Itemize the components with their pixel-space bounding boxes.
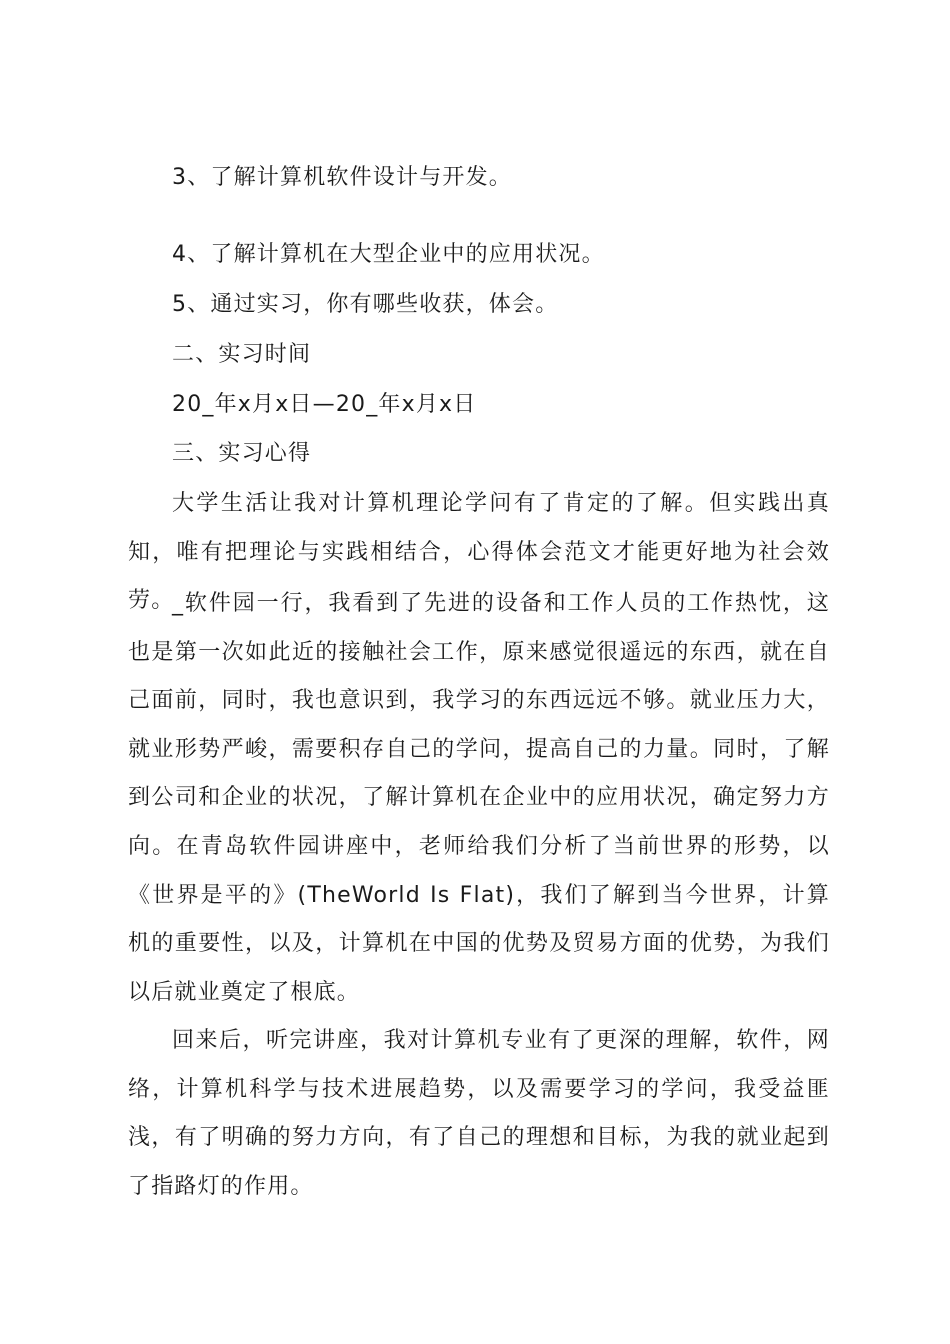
reflection-paragraph-1: 大学生活让我对计算机理论学问有了肯定的了解。但实践出真知，唯有把理论与实践相结合，心得体会范文才能更好地为社会效劳。 — [128, 491, 830, 614]
reflection-paragraph-3: 回来后，听完讲座，我对计算机专业有了更深的理解，软件，网络，计算机科学与技术进展趋势，以及需要学习的学问，我受益匪浅，有了明确的努力方向，有了自己的理想和目标，为我的就业起到了指路灯的作用。 — [128, 1028, 830, 1199]
list-item-4: 4、了解计算机在大型企业中的应用状况。 — [172, 242, 605, 267]
section-heading-internship-time: 二、实习时间 — [172, 342, 312, 367]
internship-dates: 20_年x月x日—20_年x月x日 — [172, 392, 477, 417]
list-item-5: 5、通过实习，你有哪些收获，体会。 — [172, 292, 559, 317]
section-heading-internship-reflection: 三、实习心得 — [172, 441, 312, 466]
reflection-paragraph-2: _软件园一行，我看到了先进的设备和工作人员的工作热忱，这也是第一次如此近的接触社会工作，原来感觉很遥远的东西，就在自己面前，同时，我也意识到，我学习的东西远远不够。就业压力大，就业形势严峻，需要积存自己的学问，提高自己的力量。同时，了解到公司和企业的状况，了解计算机在企业中的应用状况，确定努力方向。在青岛软件园讲座中，老师给我们分析了当前世界的形势，以《世界是平的》(TheWorld Is Flat)，我们了解到当今世界，计算机的重要性，以及，计算机在中国的优势及贸易方面的优势，为我们以后就业奠定了根底。 — [128, 591, 830, 1005]
list-item-3: 3、了解计算机软件设计与开发。 — [172, 165, 512, 190]
